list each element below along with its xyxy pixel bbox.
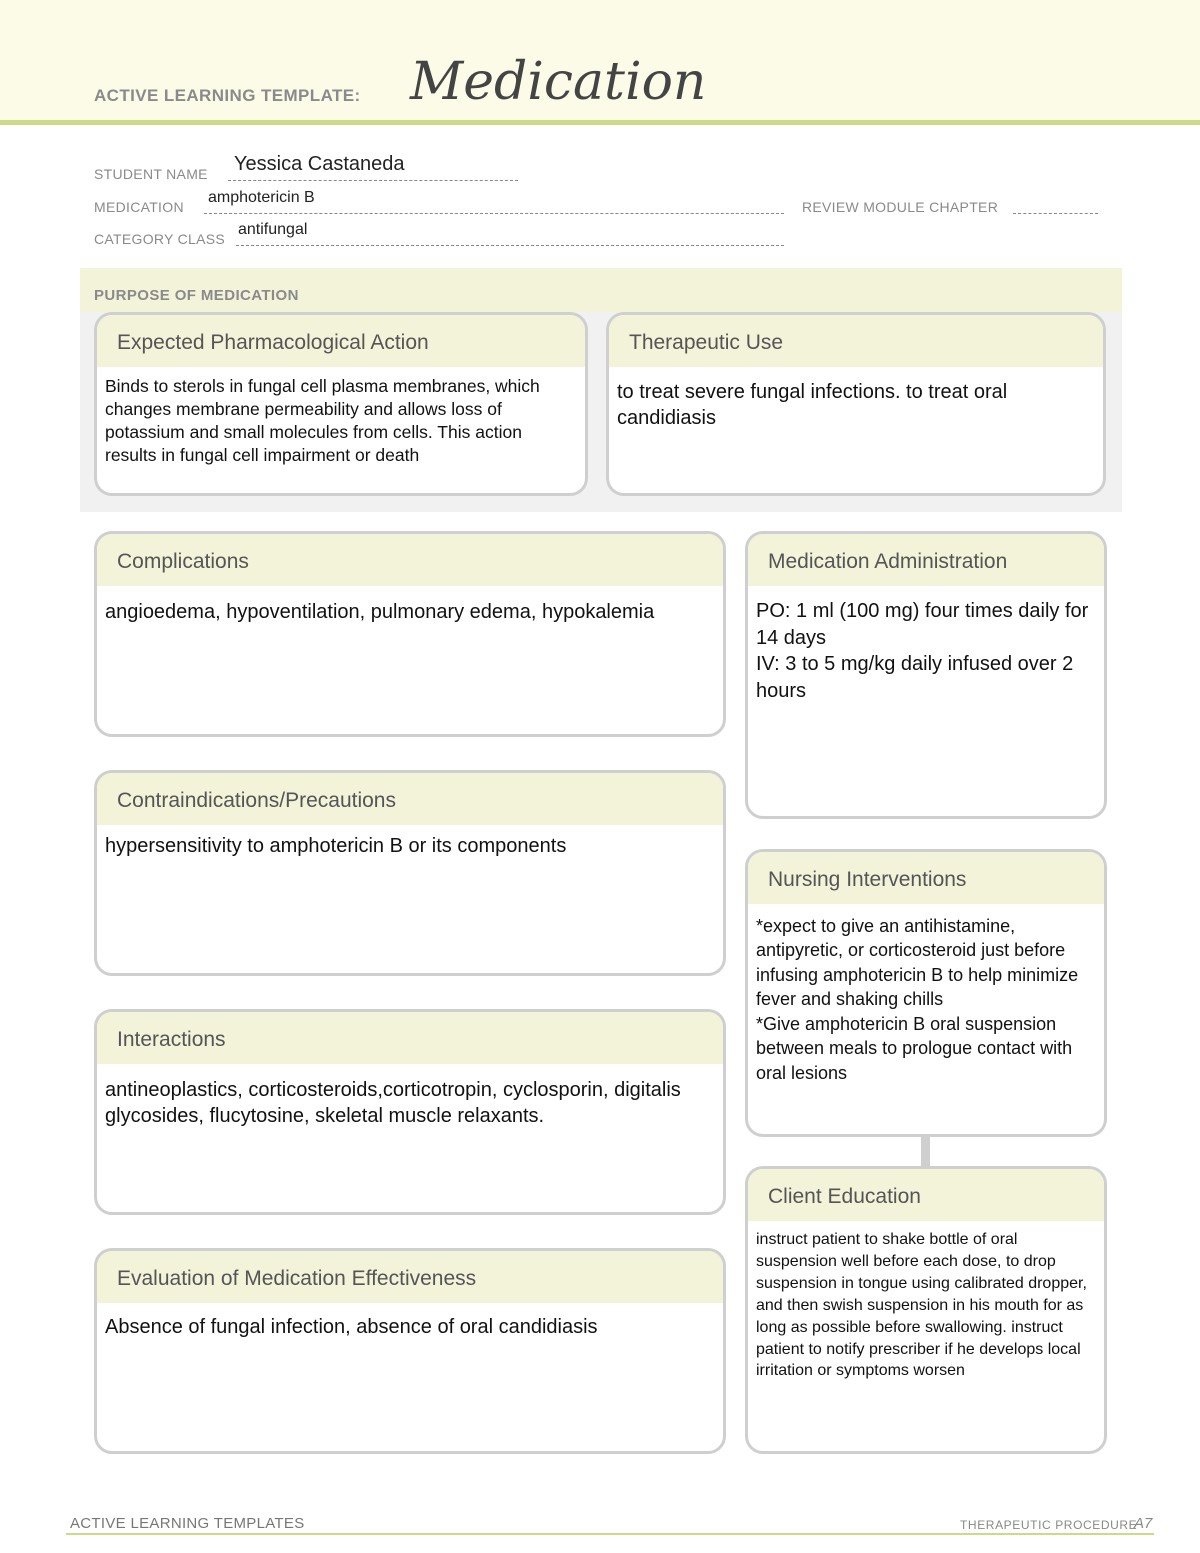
medication-underline [204,213,784,214]
medication-field[interactable]: amphotericin B [208,189,315,206]
complications-title: Complications [97,534,723,586]
contraindications-title: Contraindications/Precautions [97,773,723,825]
interactions-title: Interactions [97,1012,723,1064]
template-label: ACTIVE LEARNING TEMPLATE: [94,86,361,105]
interactions-text[interactable]: antineoplastics, corticosteroids,corticotropin, cyclosporin, digitalis glycosides, flucytosine, skeletal muscle relaxants. [105,1079,681,1127]
footer-page-number: A7 [1134,1515,1153,1532]
student-name-underline [228,180,518,181]
contraindications-text[interactable]: hypersensitivity to amphotericin B or its components [105,835,567,857]
student-name-field[interactable]: Yessica Castaneda [234,153,405,175]
expected-action-title: Expected Pharmacological Action [97,315,585,367]
interactions-card [94,1009,726,1215]
therapeutic-use-title: Therapeutic Use [609,315,1103,367]
contraindications-card [94,770,726,976]
category-class-underline [236,245,784,246]
card-connector [921,1135,930,1168]
expected-action-text[interactable]: Binds to sterols in fungal cell plasma membranes, which changes membrane permeability and allows loss of potassium and small molecules from cells. This action results in fungal cell impairment or death [105,376,540,466]
header-rule [0,120,1200,125]
complications-text[interactable]: angioedema, hypoventilation, pulmonary edema, hypokalemia [105,601,655,623]
medication-label: MEDICATION [94,199,184,215]
therapeutic-use-text[interactable]: to treat severe fungal infections. to treat oral candidiasis [617,381,1008,429]
client-education-text[interactable]: instruct patient to shake bottle of oral suspension well before each dose, to drop suspension in tongue using calibrated dropper, and then swish suspension in his mouth for as long as possible before swallowing. instruct patient to notify prescriber if he develops local irritation or symptoms worsen [756,1231,1087,1380]
footer-left-label: ACTIVE LEARNING TEMPLATES [70,1515,305,1532]
complications-card [94,531,726,737]
student-name-label: STUDENT NAME [94,166,208,182]
nursing-interventions-card [745,849,1107,1137]
category-class-label: CATEGORY CLASS [94,231,226,247]
purpose-label: PURPOSE OF MEDICATION [94,287,299,304]
therapeutic-use-card [606,312,1106,496]
evaluation-title: Evaluation of Medication Effectiveness [97,1251,723,1303]
nursing-interventions-text[interactable]: *expect to give an antihistamine, antipyretic, or corticosteroid just before infusing amphotericin B to help minimize fever and shaking chills *Give amphotericin B oral suspension between meals to prologue contact with oral lesions [756,916,1079,1083]
evaluation-card [94,1248,726,1454]
client-education-title: Client Education [748,1169,1104,1221]
nursing-interventions-title: Nursing Interventions [748,852,1104,904]
administration-card [745,531,1107,819]
review-module-label: REVIEW MODULE CHAPTER [802,199,999,215]
category-class-field[interactable]: antifungal [238,221,308,238]
footer-right-label: THERAPEUTIC PROCEDURE [960,1518,1138,1532]
footer-rule [66,1533,1154,1535]
evaluation-text[interactable]: Absence of fungal infection, absence of oral candidiasis [105,1316,598,1338]
template-title: Medication [410,52,707,112]
administration-text[interactable]: PO: 1 ml (100 mg) four times daily for 14 days IV: 3 to 5 mg/kg daily infused over 2 hours [756,600,1089,702]
administration-title: Medication Administration [748,534,1104,586]
client-education-card [745,1166,1107,1454]
expected-action-card [94,312,588,496]
review-module-underline[interactable] [1013,213,1098,214]
